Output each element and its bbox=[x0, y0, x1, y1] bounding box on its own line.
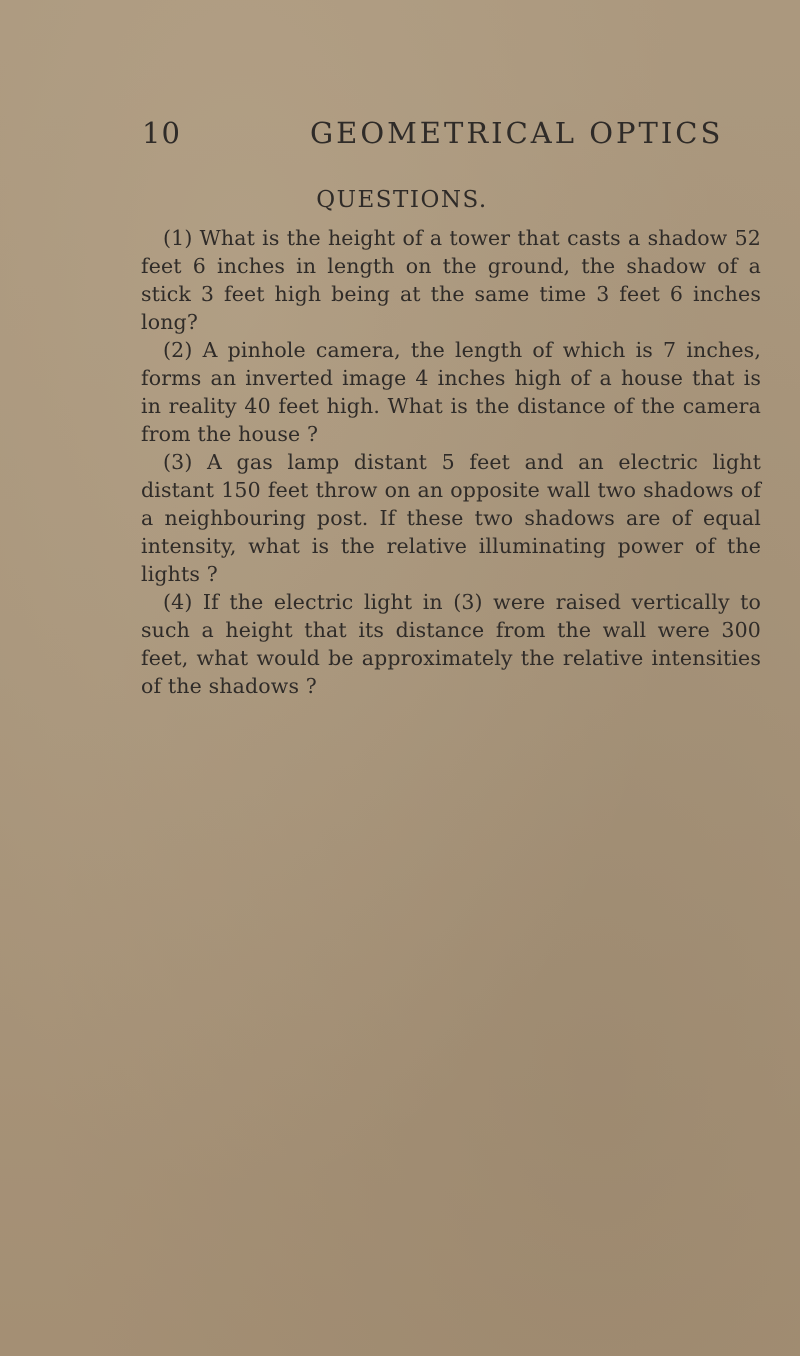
questions-list bbox=[141, 224, 761, 700]
question-2: (2) A pinhole camera, the length of which is 7 inches, forms an inverted image 4 inches high of a house that is in reality 40 feet high. What is the distance of the camera from the house ? bbox=[141, 338, 761, 446]
question-4: (4) If the electric light in (3) were raised vertically to such a height that its distance from the wall were 300 feet, what would be approximately the relative intensities of the shadows ? bbox=[141, 590, 761, 698]
question-3: (3) A gas lamp distant 5 feet and an electric light distant 150 feet throw on an opposite wall two shadows of a neighbouring post. If these two shadows are of equal intensity, what is the relative illuminating power of the lights ? bbox=[141, 450, 761, 586]
book-title: GEOMETRICAL OPTICS bbox=[310, 116, 724, 150]
page-number: 10 bbox=[142, 116, 181, 150]
running-head bbox=[142, 116, 724, 156]
question-1: (1) What is the height of a tower that casts a shadow 52 feet 6 inches in length on the ground, the shadow of a stick 3 feet high being at the same time 3 feet 6 inches long? bbox=[141, 226, 761, 334]
section-heading: QUESTIONS. bbox=[316, 187, 488, 213]
